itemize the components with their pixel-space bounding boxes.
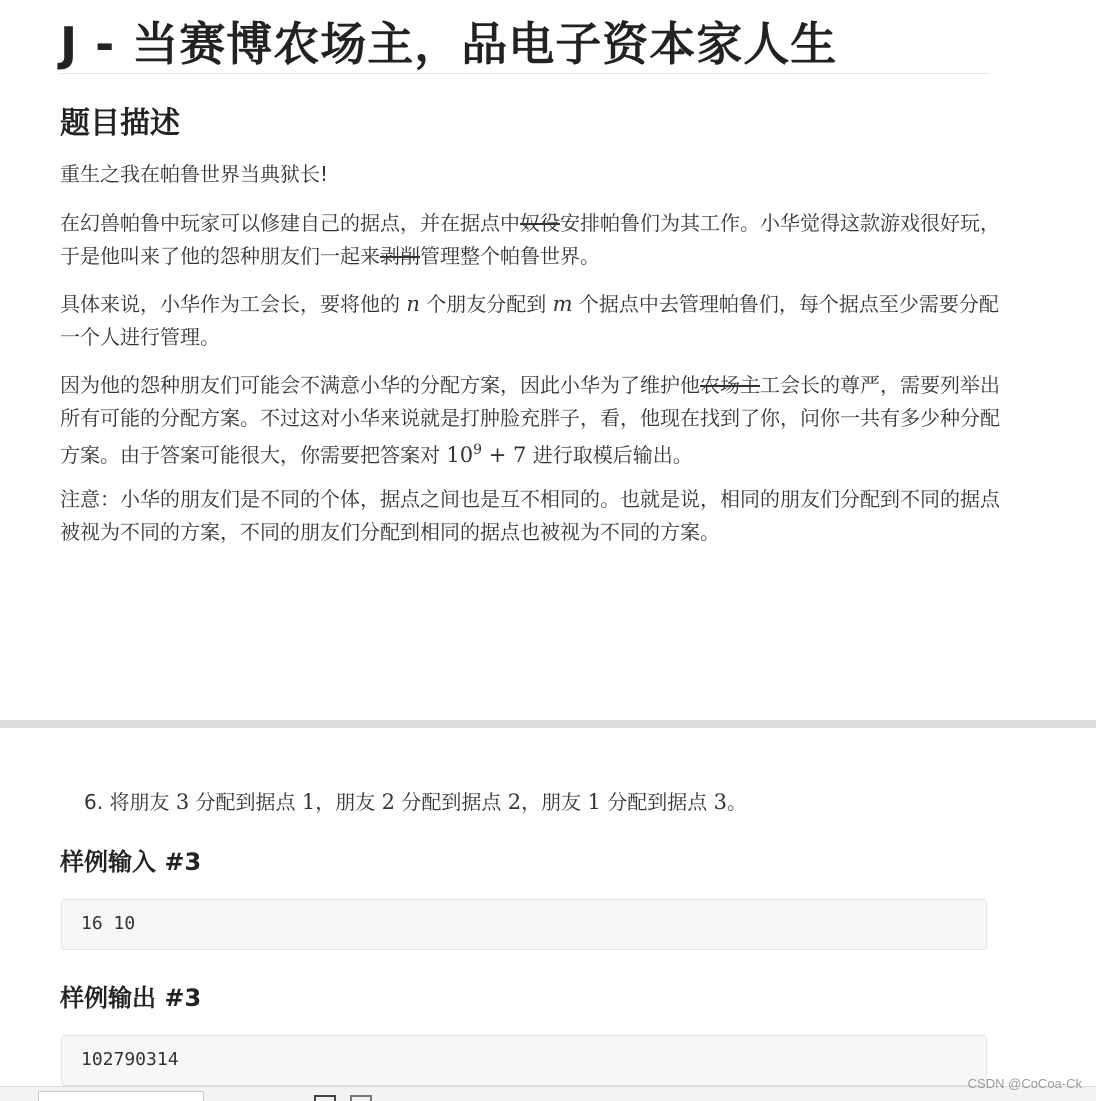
sample-input-code[interactable]: 16 10 bbox=[61, 899, 987, 950]
strikethrough-text: 剥削 bbox=[380, 243, 420, 268]
bottom-toolbar bbox=[0, 1086, 1096, 1101]
section-heading-description: 题目描述 bbox=[60, 106, 180, 141]
paragraph-requirement: 因为他的怨种朋友们可能会不满意小华的分配方案，因此小华为了维护他农场主工会长的尊严，需要列举出所有可能的分配方案。不过这对小华来说就是打肿脸充胖子，看，他现在找到了你，问你一共有多少种分配方案。由于答案可能很大，你需要把答案对 $10^9 + 7$ 进行取模后输出。 bbox=[60, 373, 1000, 467]
screenshot-divider bbox=[0, 720, 1096, 728]
checkbox-icon[interactable] bbox=[314, 1095, 336, 1101]
checkbox-icon[interactable] bbox=[350, 1095, 372, 1101]
paragraph-task: 具体来说，小华作为工会长，要将他的 n 个朋友分配到 m 个据点中去管理帕鲁们，每个据点至少需要分配一个人进行管理。 bbox=[60, 292, 999, 349]
sample-output-code[interactable]: 102790314 bbox=[61, 1035, 987, 1086]
math-var-m: m bbox=[552, 292, 573, 316]
list-item: 6. 将朋友 3 分配到据点 1，朋友 2 分配到据点 2，朋友 1 分配到据点 3。 bbox=[84, 790, 747, 814]
title-divider bbox=[60, 73, 989, 74]
strikethrough-text: 农场主 bbox=[700, 373, 760, 397]
math-var-n: n bbox=[406, 292, 420, 316]
paragraph-background: 在幻兽帕鲁中玩家可以修建自己的据点，并在据点中奴役安排帕鲁们为其工作。小华觉得这款游戏很好玩，于是他叫来了他的怨种朋友们一起来剥削管理整个帕鲁世界。 bbox=[60, 211, 1000, 268]
watermark: CSDN @CoCoa-Ck bbox=[967, 1076, 1082, 1091]
paragraph-intro: 重生之我在帕鲁世界当典狱长! bbox=[60, 162, 329, 186]
sample-output-heading: 样例输出 #3 bbox=[60, 984, 202, 1012]
math-modulus: $10^9 + 7$ bbox=[446, 442, 527, 467]
strikethrough-text: 奴役 bbox=[520, 211, 560, 235]
sample-input-heading: 样例输入 #3 bbox=[60, 848, 202, 876]
page-title: J - 当赛博农场主，品电子资本家人生 bbox=[60, 17, 838, 71]
paragraph-note: 注意：小华的朋友们是不同的个体，据点之间也是互不相同的。也就是说，相同的朋友们分配到不同的据点被视为不同的方案，不同的朋友们分配到相同的据点也被视为不同的方案。 bbox=[60, 487, 1000, 544]
